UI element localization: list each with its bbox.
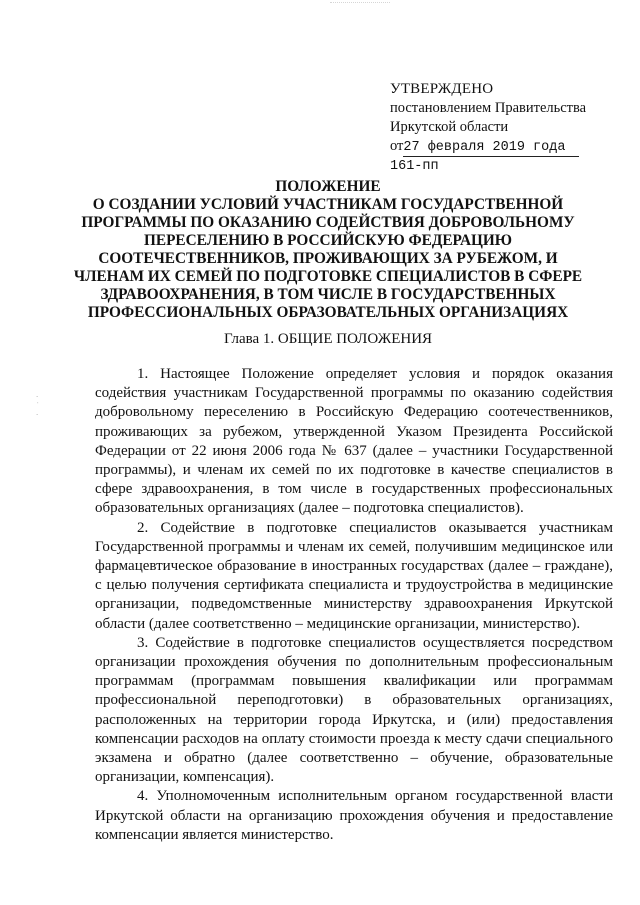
scan-artifact <box>330 2 390 9</box>
title-line: О СОЗДАНИИ УСЛОВИЙ УЧАСТНИКАМ ГОСУДАРСТВЕННОЙ <box>92 196 564 213</box>
approval-number: 161-пп <box>390 159 439 174</box>
document-title <box>70 178 586 322</box>
title-line: ЗДРАВООХРАНЕНИЯ, В ТОМ ЧИСЛЕ В ГОСУДАРСТВЕННЫХ <box>100 286 556 303</box>
title-line: ПОЛОЖЕНИЕ <box>275 178 381 195</box>
approval-heading: УТВЕРЖДЕНО <box>390 81 494 97</box>
approval-date-prefix: от <box>390 138 404 154</box>
paragraph-4: 4. Уполномоченным исполнительным органом государственной власти Иркутской области на организацию прохождения обучения и предоставление компенсации является министерство. <box>95 788 613 843</box>
document-body <box>95 365 613 845</box>
approval-issuer-line1: постановлением Правительства <box>390 100 587 116</box>
approval-issuer-line2: Иркутской области <box>390 119 509 135</box>
approval-date <box>403 139 579 157</box>
chapter-heading: Глава 1. ОБЩИЕ ПОЛОЖЕНИЯ <box>223 331 433 347</box>
margin-scan-mark: · ˙ · <box>36 393 40 419</box>
paragraph-1: 1. Настоящее Положение определяет условия и порядок оказания содействия участникам Государственной программы по оказанию содействия добровольному переселению в Российскую Федерацию соотечественников, проживающих за рубежом, утвержденной Указом Президента Российской Федерации от 22 июня 2006 года № 637 (далее – участники Государственной программы), и членам их семей по их подготовке в качестве специалистов в сфере здравоохранения, в том числе в государственных профессиональных образовательных организациях (далее – подготовка специалистов). <box>95 366 613 517</box>
approval-block <box>390 80 630 176</box>
approval-date-line <box>390 137 630 157</box>
paragraph-3: 3. Содействие в подготовке специалистов осуществляется посредством организации прохождения обучения по дополнительным профессиональным программам (программам повышения квалификации или программам профессиональной переподготовки) в образовательных организациях, расположенных на территории города Иркутска, и (или) предоставления компенсации расходов на оплату стоимости проезда к месту сдачи специального экзамена и обратно (далее соответственно – обучение, образовательные организации, компенсация). <box>95 634 613 786</box>
title-line: СООТЕЧЕСТВЕННИКОВ, ПРОЖИВАЮЩИХ ЗА РУБЕЖОМ, И <box>98 250 558 267</box>
title-line: ЧЛЕНАМ ИХ СЕМЕЙ ПО ПОДГОТОВКЕ СПЕЦИАЛИСТОВ В СФЕРЕ <box>73 268 583 285</box>
title-line: ПРОГРАММЫ ПО ОКАЗАНИЮ СОДЕЙСТВИЯ ДОБРОВОЛЬНОМУ <box>81 214 575 231</box>
title-line: ПРОФЕССИОНАЛЬНЫХ ОБРАЗОВАТЕЛЬНЫХ ОРГАНИЗАЦИЯХ <box>87 304 569 321</box>
paragraph-2: 2. Содействие в подготовке специалистов оказывается участникам Государственной программы и членам их семей, получившим медицинское или фармацевтическое образование в иностранных государствах (далее – граждане), с целью получения сертификата специалиста и трудоустройства в медицинские организации, подведомственные министерству здравоохранения Иркутской области (далее соответственно – медицинские организации, министерство). <box>95 519 613 632</box>
approval-date-value: 27 февраля 2019 года <box>403 140 566 155</box>
title-line: ПЕРЕСЕЛЕНИЮ В РОССИЙСКУЮ ФЕДЕРАЦИЮ <box>143 232 513 249</box>
